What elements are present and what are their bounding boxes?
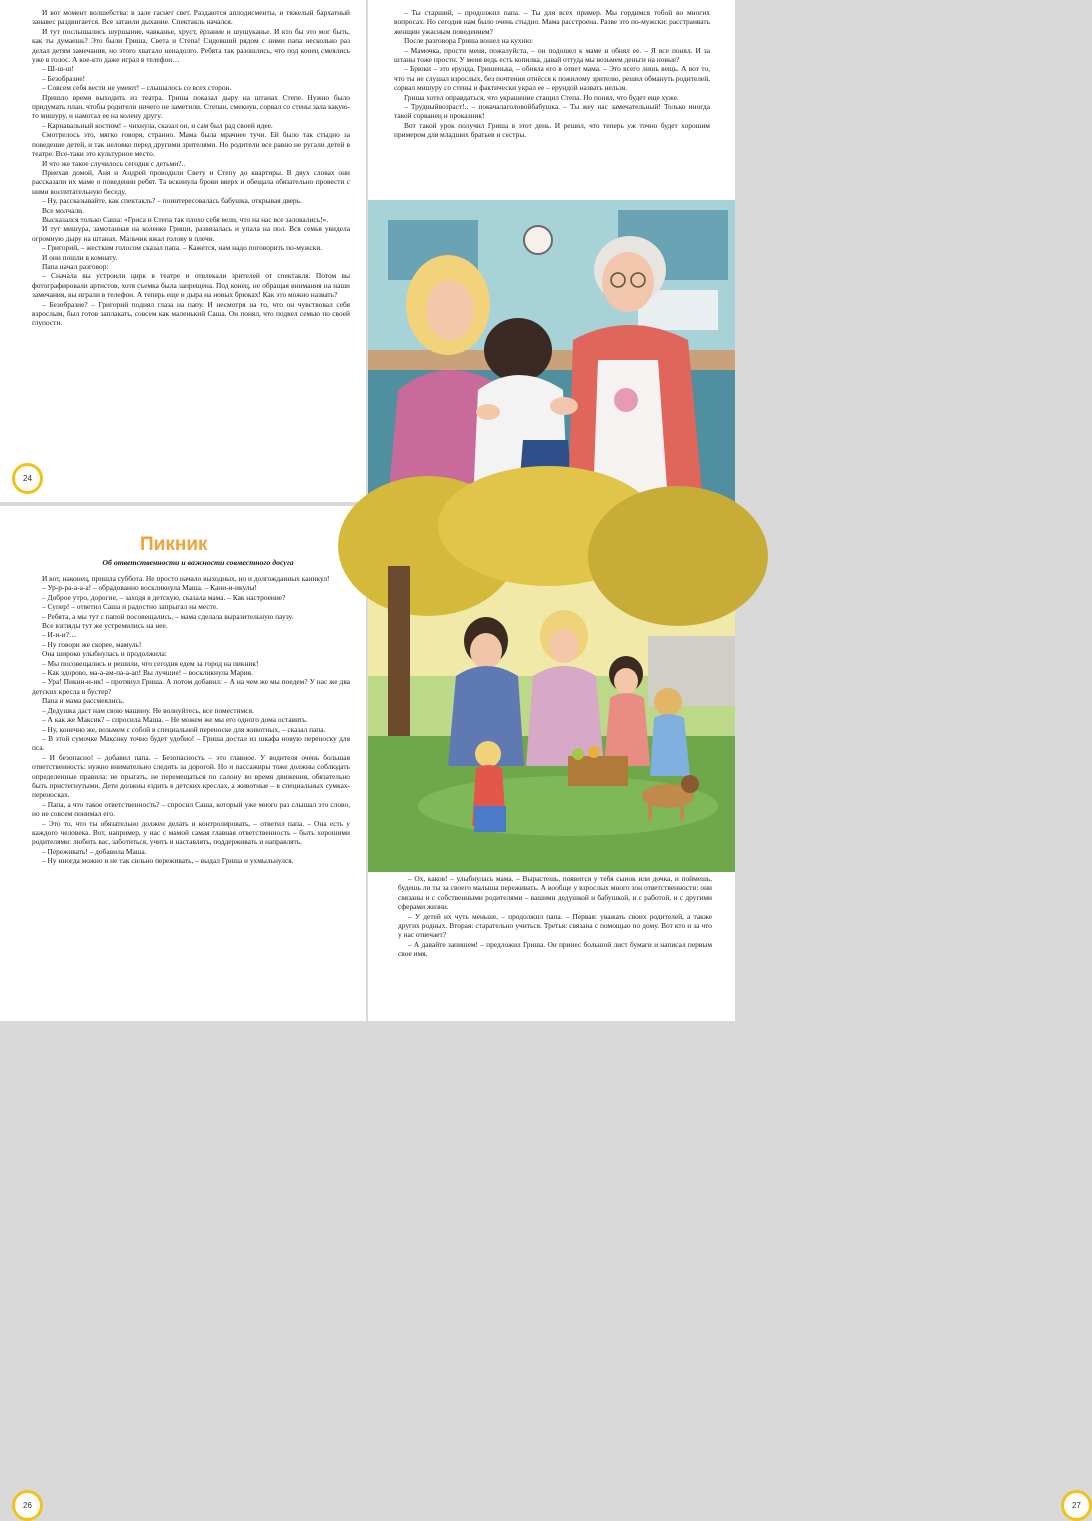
illustration-kitchen-hug — [368, 200, 735, 502]
paragraph: – Григорий, – жестким голосом сказал папа. – Кажется, нам надо поговорить по-мужски. — [42, 243, 323, 253]
paragraph: – Брюки – это ерунда, Гришенька, – обняла его в ответ мама. – Это всего лишь вещь. А вот то, что ты не слушал взрослых, без почтения отнёсся к пожилому зрителю, решил обмануть родителей, сорвал мишуру со стены и фактически украл ее – ерундой назвать нельзя. — [394, 64, 710, 93]
paragraph: – У детей их чуть меньше, – продолжил папа. – Первая: уважать своих родителей, а также других родных. Вторая: старательно учиться. Третья: связана с помощью по дому. Вот кто и за что у нас отвечает? — [398, 911, 712, 940]
paragraph: Вот такой урок получил Гриша в этот день. И решил, что теперь уж точно будет хорошим примером для младших братьев и сестры. — [394, 120, 710, 140]
paragraph: Пришло время выходить из театра. Гриша показал дыру на штанах Степе. Нужно было придумать план, чтобы родители ничего не заметили. Степан, смекнув, сорвал со стены зала какую-то мишуру, и намотал ее на колену другу. — [32, 92, 350, 121]
page-27-text — [398, 874, 712, 959]
paragraph: – В этой сумочке Максику точно будет удобно! – Гриша достал из шкафа новую переноску для пса. — [32, 733, 350, 753]
paragraph: Все молчали. — [42, 205, 84, 215]
paragraph: – Безобразие? – Григорий поднял глаза на папу. И несмотря на то, что он чувствовал себя взрослым, был готов заплакать, совсем как маленький Саша. Он понял, что подвел семью по своей глупости. — [32, 299, 350, 328]
paragraph: – Ур-р-ра-а-а-а! – обрадованно воскликнула Маша. – Кани-и-икулы! — [42, 583, 257, 593]
paragraph: – Мамочка, прости меня, пожалуйста, – он подошел к маме и обнял ее. – Я все понял. И за штаны тоже прости. У меня ведь есть копилка, давай оттуда мы возьмем деньги на новые? — [394, 45, 710, 65]
paragraph: Папа начал разговор: — [42, 261, 109, 271]
paragraph: – Сначала вы устроили цирк в театре и отвлекали зрителей от спектакля. Потом вы фотографировали артистов, хотя съемка была запрещена. Под конец, не обращая внимания на наши замечания, вы играли в телефон. А теперь еще и дыра на новых брюках! Как это можно назвать? — [32, 271, 350, 300]
paragraph: – Переживать! – добавила Маша. — [42, 846, 147, 856]
paragraph: – Совсем себя вести не умеют! – слышалось со всех сторон. — [42, 83, 232, 93]
paragraph: И тут мишура, замотанная на коленке Гриши, развязалась и упала на пол. Вся семья увидела огромную дыру на штанах. Мальчик вжал голову в плечи. — [32, 224, 350, 243]
paragraph: Высказался только Саша: «Гриса и Степа так плохо себя вели, что на нас все заловались!». — [42, 214, 329, 224]
paragraph: – Ох, каков! – улыбнулась мама. – Вырастешь, появится у тебя сынок или дочка, и поймешь, будешь ли ты за своего малыша переживать. А вообще у взрослых много зон ответственности: они связаны и с собственными родителями – вашими дедушкой и бабушкой, и с работой, и с другими сферами жизни. — [398, 874, 712, 912]
illustration-family-picnic — [368, 506, 735, 872]
page-25-text — [394, 8, 710, 140]
paragraph: – Ну иногда можно и не так сильно переживать, – выдал Гриша и ухмыльнулся. — [42, 856, 294, 866]
paragraph: – И-и-и?… — [42, 630, 77, 640]
chapter-subtitle: Об ответственности и важности совместного досуга — [102, 558, 294, 567]
page-24-text — [32, 8, 350, 328]
paragraph: Гриша хотел оправдаться, что украшение стащил Степа. Но понял, что будет еще хуже. — [404, 92, 679, 102]
paragraph: – Супер! – ответил Саша и радостно запрыгал на месте. — [42, 602, 218, 612]
page-25 — [368, 0, 735, 502]
paragraph: – Трудныйвозраст!.. – покачалаголовойбабушка. – Ты жеу нас замечательный! Только иногда такой сорванец и проказник! — [394, 102, 710, 121]
paragraph: После разговора Гриша вошел на кухню: — [404, 36, 534, 46]
paragraph: – Ш-ш-ш! — [42, 64, 74, 74]
page-26 — [0, 506, 366, 1510]
chapter-title: Пикник — [140, 534, 208, 555]
paragraph: И они пошли в комнату. — [42, 252, 118, 262]
paragraph: – Мы посовещались и решили, что сегодня едем за город на пикник! — [42, 658, 259, 668]
paragraph: – Ну, конечно же, возьмем с собой в специальной переноске для животных, – сказал папа. — [42, 724, 326, 734]
paragraph: И вот, наконец, пришла суббота. Не просто начало выходных, но и долгожданных каникул! — [42, 574, 330, 583]
paragraph: И что же такое случилось сегодня с детьми?.. — [42, 158, 186, 168]
paragraph: – Карнавальный костюм! – чихнула, сказал он, и сам был рад своей идее. — [42, 120, 273, 130]
paragraph: – И безопасно! – добавил папа. – Безопасность – это главное. У водителя очень большая ответственность: нужно внимательно следить за дорогой. Но и пассажиры тоже должны соблюдать определенные правила: не прыгать, не перемещаться по салону во время движения, обязательно быть пристегнутыми. Дети должны ездить в детских креслах, а животные – в специальных сумках-переносках. — [32, 752, 350, 800]
paragraph: – Это то, что ты обязательно должен делать и контролировать, – ответил папа. – Она есть у каждого человека. Вот, например, у нас с мамой самая главная ответственность – быть хорошими родителями: любить вас, заботиться, учить и наставлять, поддерживать и направлять. — [32, 818, 350, 847]
paragraph: Приехав домой, Аня и Андрей проводили Свету и Степу до квартиры. В двух словах они рассказали их маме о поведении ребят. Та вскинула брови вверх и обещала обязательно провести с ними воспитательную беседу. — [32, 167, 350, 196]
paragraph: – Как здорово, ма-а-ам-па-а-ап! Вы лучшие! – воскликнула Мария. — [42, 668, 253, 678]
page-number: 26 — [12, 1490, 43, 1521]
paragraph: – Ура! Пикни-и-ик! – протянул Гриша. А потом добавил: – А на чем же мы поедем? У нас же два детских кресла и бустер? — [32, 677, 350, 696]
paragraph: Она широко улыбнулась и продолжила: — [42, 649, 167, 659]
paragraph: – А как же Максик? – спросила Маша. – Не можем же мы его одного дома оставить. — [42, 715, 308, 725]
paragraph: – Доброе утро, дорогие, – заходя в детскую, сказала мама. – Как настроение? — [42, 592, 286, 602]
page-number: 27 — [1061, 1490, 1092, 1521]
paragraph: Все взгляды тут же устремились на нее. — [42, 621, 168, 631]
paragraph: – Папа, а что такое ответственность? – спросил Саша, который уже много раз слышал это слово, но не совсем понимал его. — [32, 799, 350, 819]
paragraph: – А давайте запишем! – предложил Гриша. Он принес большой лист бумаги и написал первым свое имя. — [398, 939, 712, 959]
page-number: 24 — [12, 463, 43, 494]
paragraph: – Ну, рассказывайте, как спектакль? – поинтересовалась бабушка, открывая дверь. — [42, 196, 302, 206]
paragraph: И тут послышались шуршание, чавканье, хруст, ёрзание и шушуканье. И кто бы это мог быть, как ты думаешь? Это были Гриша, Света и Степа! Сидевший рядом с ними папа несколько раз делал детям замечания, но этого хватало ненадолго. Ребята так разошлись, что под конец смеялись уже в голос. А кое-кто даже играл в телефон… — [32, 26, 350, 65]
paragraph: И вот момент волшебства: в зале гаснет свет. Раздаются аплодисменты, и тяжелый бархатный занавес раздвигается. Все затаили дыхание. Спектакль начался. — [32, 8, 350, 27]
paragraph: – Безобразие! — [42, 73, 86, 83]
paragraph: – Дедушка даст нам свою машину. Не волнуйтесь, все поместимся. — [42, 705, 254, 715]
paragraph: – Ребята, а мы тут с папой посовещались, – мама сделала выразительную паузу. — [42, 611, 294, 621]
paragraph: Папа и мама рассмеялись. — [42, 696, 125, 706]
page-26-text — [32, 574, 350, 866]
paragraph: – Ты старший, – продолжил папа. – Ты для всех пример. Мы гордимся тобой во многих вопросах. Но сегодня нам было очень стыдно. Мама расстроена. Разве это по-мужски: расстраивать женщин ужасным поведением? — [394, 8, 710, 36]
paragraph: Смотрелось это, мягко говоря, странно. Мама была мрачнее тучи. Ей было так стыдно за поведение детей, и так неловко перед другими зрителями. Но родители все равно не ругали детей в театре. Все-таки это культурное место. — [32, 130, 350, 159]
page-24 — [0, 0, 366, 502]
page-27 — [368, 506, 1081, 1510]
paragraph: – Ну говори же скорее, мамуль! — [42, 639, 142, 649]
